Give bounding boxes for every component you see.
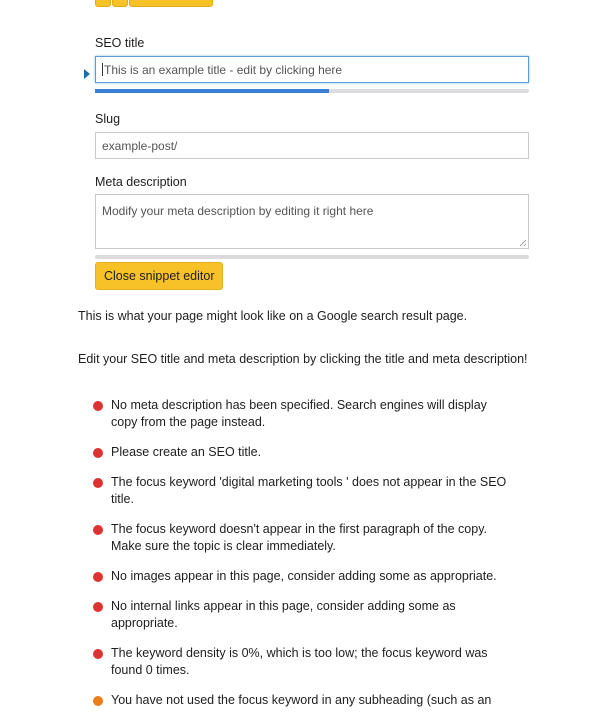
seo-title-progress-bar <box>95 89 529 93</box>
toolbar-button-3[interactable] <box>129 0 213 7</box>
analysis-item-text: You have not used the focus keyword in any subheading (such as an <box>111 693 492 707</box>
seo-title-input[interactable] <box>95 56 529 83</box>
toolbar-button-1[interactable] <box>95 0 111 7</box>
seo-title-progress-fill <box>95 89 329 93</box>
ok-status-bullet-icon <box>93 696 103 706</box>
analysis-item-text: found 0 times. <box>111 663 190 677</box>
analysis-item <box>92 692 512 709</box>
seo-title-label: SEO title <box>95 36 145 50</box>
slug-placeholder: example-post/ <box>102 138 178 153</box>
analysis-item-text: The keyword density is 0%, which is too low; the focus keyword was <box>111 646 488 660</box>
analysis-item-text: No images appear in this page, consider adding some as appropriate. <box>111 569 497 583</box>
meta-description-label: Meta description <box>95 175 187 189</box>
resize-grip-icon[interactable] <box>520 240 526 246</box>
meta-description-progress-bar <box>95 255 529 259</box>
analysis-item <box>92 397 512 431</box>
analysis-item-text: title. <box>111 492 134 506</box>
analysis-item-text: The focus keyword 'digital marketing tools ' does not appear in the SEO <box>111 475 507 489</box>
bad-status-bullet-icon <box>93 649 103 659</box>
analysis-item <box>92 474 512 508</box>
analysis-item <box>92 444 512 461</box>
meta-description-textarea[interactable] <box>95 194 529 249</box>
text-caret <box>102 63 103 76</box>
toolbar-button-2[interactable] <box>112 0 128 7</box>
analysis-item-text: Please create an SEO title. <box>111 445 262 459</box>
bad-status-bullet-icon <box>93 448 103 458</box>
focus-pointer-icon <box>84 69 90 79</box>
preview-info-text: This is what your page might look like on a Google search result page. <box>78 309 468 323</box>
seo-title-placeholder: This is an example title - edit by clicking here <box>104 62 343 77</box>
analysis-item-text: The focus keyword doesn't appear in the first paragraph of the copy. <box>111 522 487 536</box>
bad-status-bullet-icon <box>93 401 103 411</box>
analysis-item <box>92 521 512 555</box>
analysis-item-text: appropriate. <box>111 616 178 630</box>
seo-analysis-list <box>92 397 512 722</box>
close-snippet-editor-button[interactable]: Close snippet editor <box>95 262 223 290</box>
analysis-item-text: No internal links appear in this page, consider adding some as <box>111 599 456 613</box>
meta-description-placeholder: Modify your meta description by editing it right here <box>102 204 374 218</box>
bad-status-bullet-icon <box>93 525 103 535</box>
analysis-item <box>92 598 512 632</box>
edit-info-text: Edit your SEO title and meta description by clicking the title and meta description! <box>78 352 528 366</box>
bad-status-bullet-icon <box>93 478 103 488</box>
bad-status-bullet-icon <box>93 602 103 612</box>
analysis-item <box>92 568 512 585</box>
bad-status-bullet-icon <box>93 572 103 582</box>
analysis-item <box>92 645 512 679</box>
slug-input[interactable] <box>95 132 529 159</box>
slug-label: Slug <box>95 112 121 126</box>
analysis-item-text: Make sure the topic is clear immediately. <box>111 539 336 553</box>
analysis-item-text: No meta description has been specified. Search engines will display <box>111 398 487 412</box>
analysis-item-text: copy from the page instead. <box>111 415 266 429</box>
